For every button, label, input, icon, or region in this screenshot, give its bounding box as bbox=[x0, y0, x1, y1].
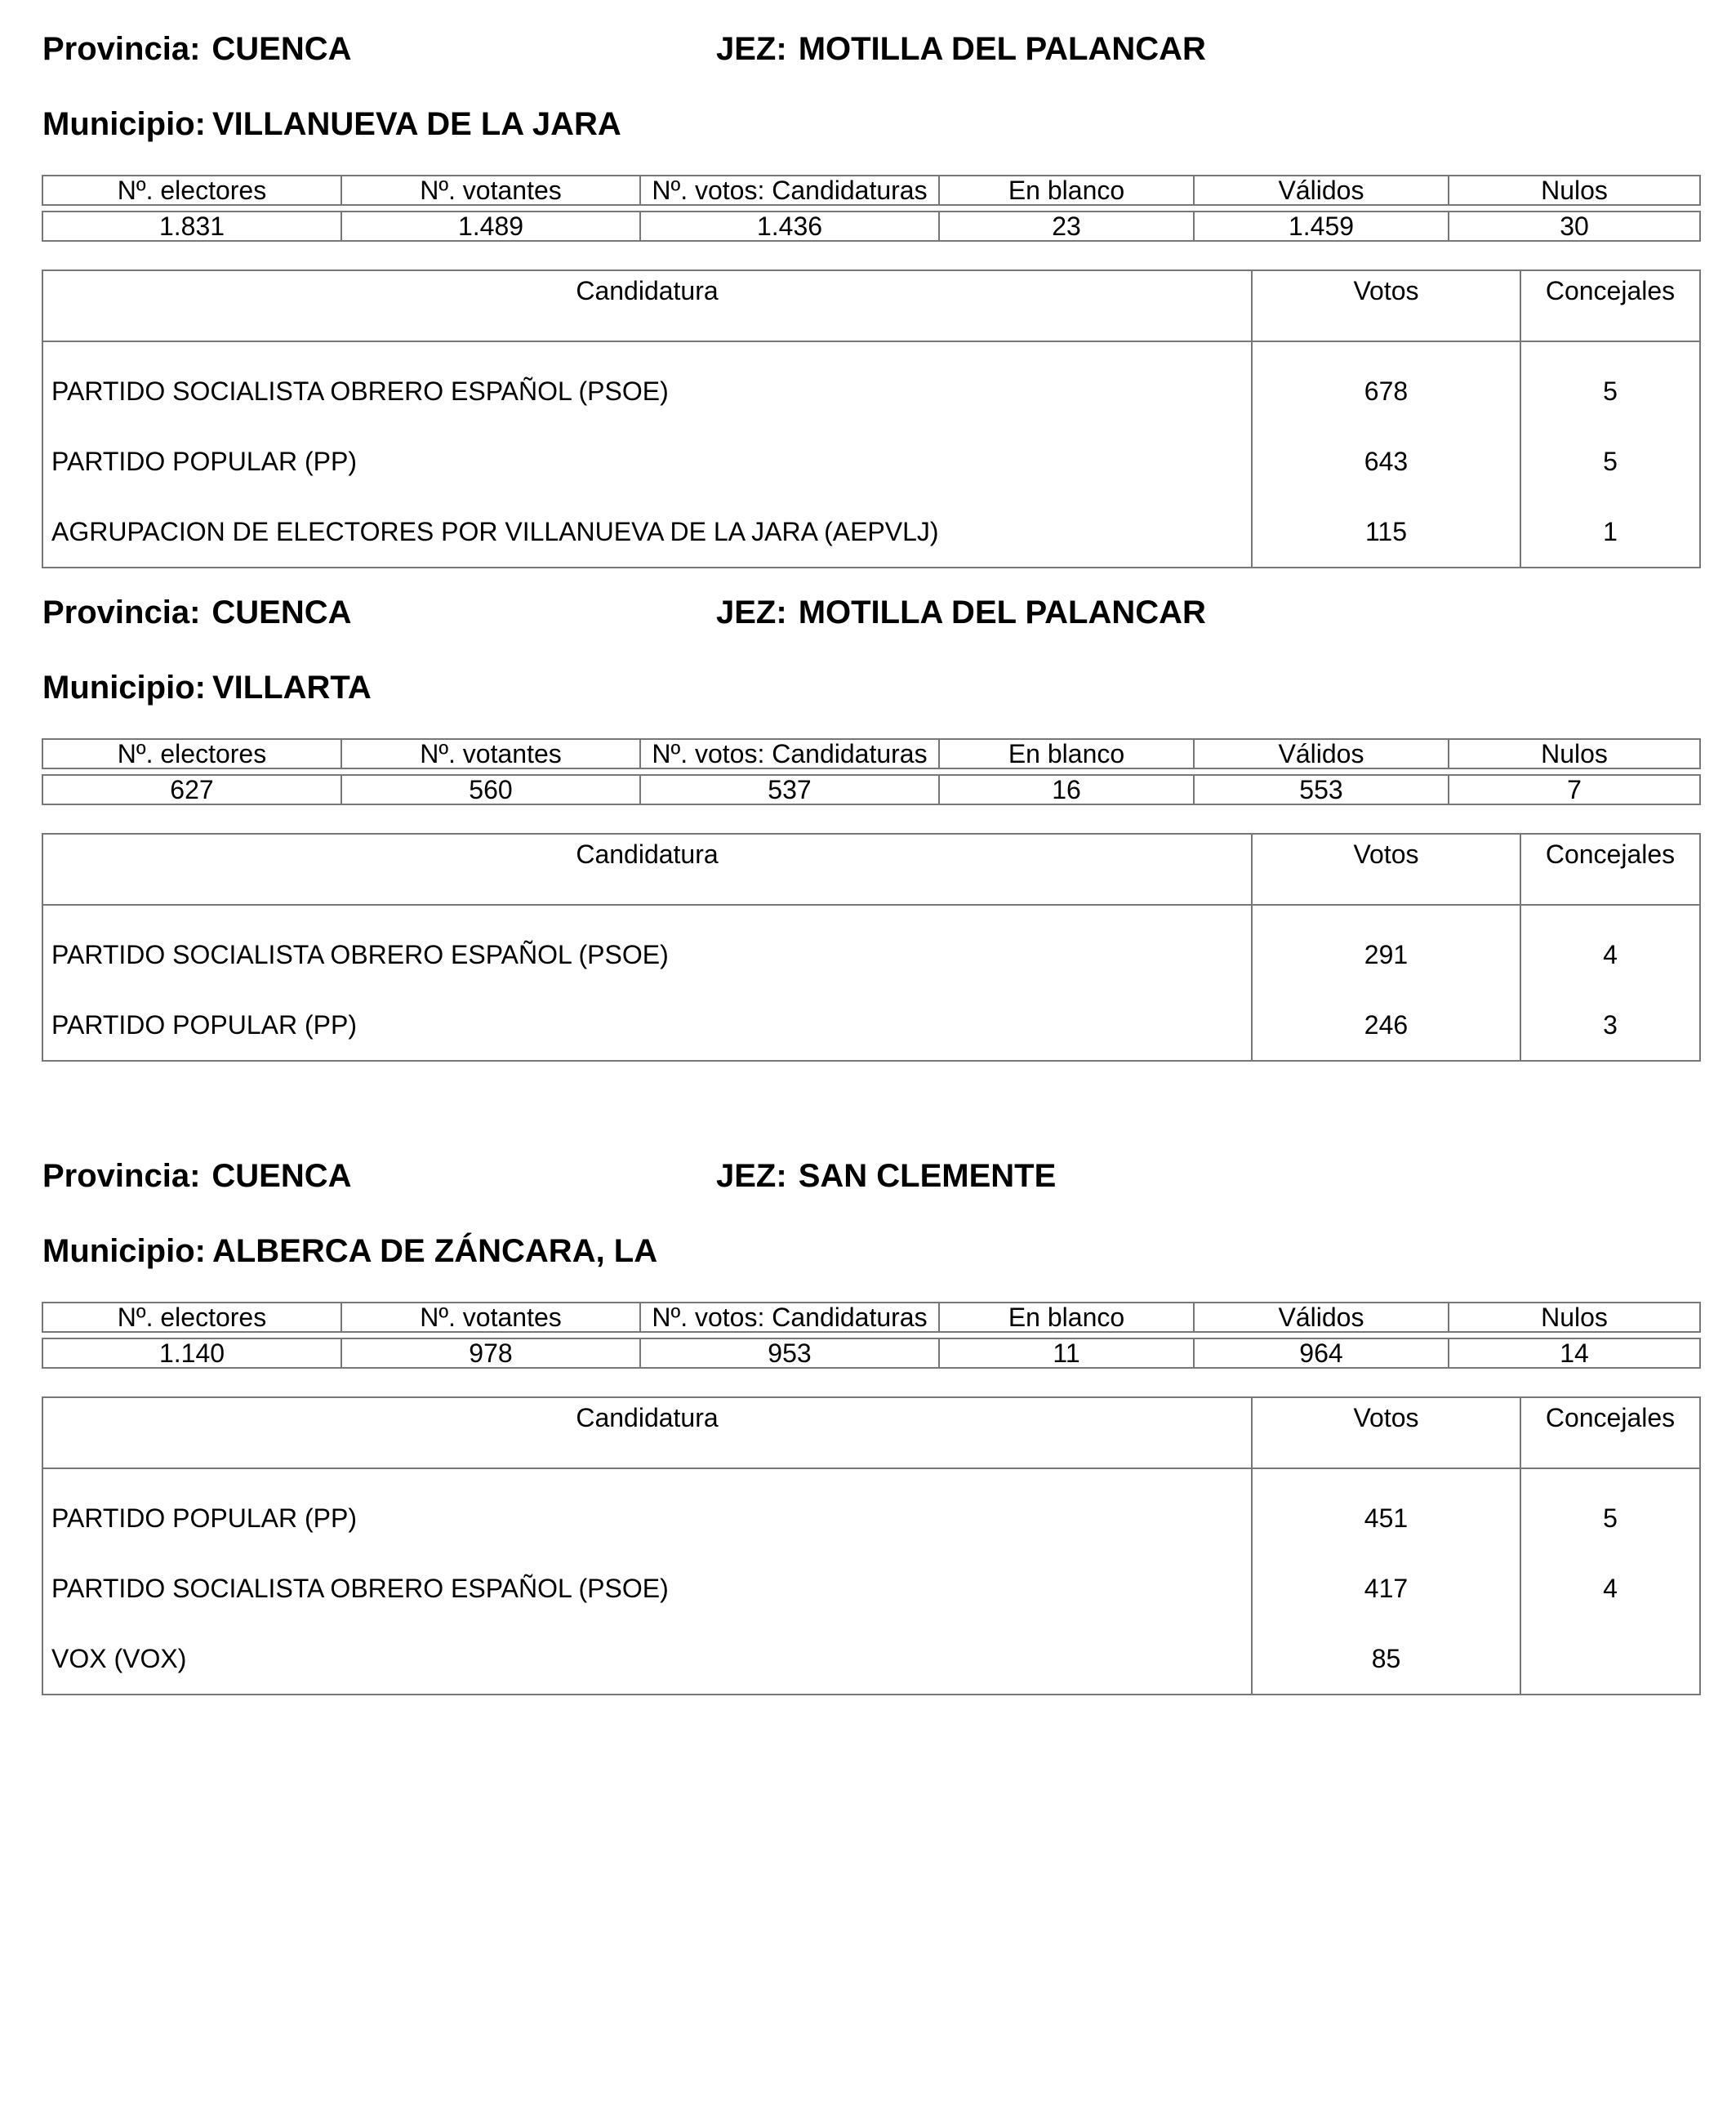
summary-value-cell: 560 bbox=[341, 775, 640, 804]
concejales-value: 4 bbox=[1520, 905, 1700, 990]
results-header-row bbox=[42, 270, 1700, 341]
party-name: PARTIDO SOCIALISTA OBRERO ESPAÑOL (PSOE) bbox=[42, 341, 1252, 426]
summary-header-cell: Nº. votos: Candidaturas bbox=[640, 739, 939, 768]
votos-value: 246 bbox=[1252, 990, 1520, 1061]
provincia-line bbox=[42, 1160, 352, 1192]
votos-header: Votos bbox=[1252, 1397, 1520, 1468]
results-row bbox=[42, 905, 1700, 990]
summary-value-row bbox=[42, 212, 1700, 241]
summary-value-row bbox=[42, 1338, 1700, 1368]
provincia-value: CUENCA bbox=[211, 595, 352, 630]
summary-header-cell: En blanco bbox=[939, 1303, 1194, 1332]
candidatura-header: Candidatura bbox=[42, 270, 1252, 341]
summary-header-row bbox=[42, 1303, 1700, 1332]
votos-value: 115 bbox=[1252, 497, 1520, 568]
municipio-value: VILLARTA bbox=[211, 670, 372, 706]
results-row bbox=[42, 1553, 1700, 1623]
summary-value-cell: 1.140 bbox=[42, 1338, 341, 1368]
summary-header-row bbox=[42, 176, 1700, 205]
jez-value: MOTILLA DEL PALANCAR bbox=[798, 31, 1206, 67]
summary-header-cell: Nº. votos: Candidaturas bbox=[640, 1303, 939, 1332]
jez-line bbox=[716, 596, 1206, 629]
candidatura-header: Candidatura bbox=[42, 834, 1252, 905]
summary-value-cell: 23 bbox=[939, 212, 1194, 241]
summary-value-cell: 553 bbox=[1194, 775, 1449, 804]
concejales-value: 5 bbox=[1520, 426, 1700, 497]
summary-gap-cell bbox=[42, 768, 1700, 775]
candidatura-results-table bbox=[42, 1396, 1701, 1695]
results-header-row bbox=[42, 834, 1700, 905]
municipality-block bbox=[0, 33, 1736, 596]
summary-header-cell: Nº. electores bbox=[42, 739, 341, 768]
provincia-value: CUENCA bbox=[211, 31, 352, 67]
summary-header-cell: Nº. votantes bbox=[341, 1303, 640, 1332]
summary-value-cell: 953 bbox=[640, 1338, 939, 1368]
summary-value-cell: 1.831 bbox=[42, 212, 341, 241]
summary-header-cell: Nº. votos: Candidaturas bbox=[640, 176, 939, 205]
votos-value: 85 bbox=[1252, 1623, 1520, 1695]
summary-value-cell: 627 bbox=[42, 775, 341, 804]
municipio-label: Municipio: bbox=[42, 1233, 206, 1269]
summary-header-cell: Nulos bbox=[1449, 1303, 1700, 1332]
results-row bbox=[42, 426, 1700, 497]
jez-line bbox=[716, 33, 1206, 65]
summary-header-cell: Nº. electores bbox=[42, 1303, 341, 1332]
concejales-value: 4 bbox=[1520, 1553, 1700, 1623]
summary-header-cell: Nº. votantes bbox=[341, 176, 640, 205]
concejales-value bbox=[1520, 1623, 1700, 1695]
results-row bbox=[42, 497, 1700, 568]
candidatura-results-table bbox=[42, 833, 1701, 1062]
summary-header-cell: Nº. electores bbox=[42, 176, 341, 205]
party-name: AGRUPACION DE ELECTORES POR VILLANUEVA DE LA JARA (AEPVLJ) bbox=[42, 497, 1252, 568]
concejales-header: Concejales bbox=[1520, 834, 1700, 905]
municipio-value: VILLANUEVA DE LA JARA bbox=[211, 106, 621, 142]
concejales-value: 5 bbox=[1520, 1468, 1700, 1553]
summary-value-cell: 30 bbox=[1449, 212, 1700, 241]
jez-label: JEZ: bbox=[716, 1158, 787, 1194]
municipio-line bbox=[42, 671, 372, 704]
provincia-label: Provincia: bbox=[42, 31, 201, 67]
summary-gap bbox=[42, 205, 1700, 212]
provincia-value: CUENCA bbox=[211, 1158, 352, 1194]
municipio-line bbox=[42, 1235, 657, 1267]
summary-value-row bbox=[42, 775, 1700, 804]
summary-header-cell: En blanco bbox=[939, 739, 1194, 768]
provincia-line bbox=[42, 33, 352, 65]
votos-value: 678 bbox=[1252, 341, 1520, 426]
summary-value-cell: 11 bbox=[939, 1338, 1194, 1368]
municipio-line bbox=[42, 108, 621, 140]
results-header-row bbox=[42, 1397, 1700, 1468]
provincia-line bbox=[42, 596, 352, 629]
results-row bbox=[42, 1623, 1700, 1695]
candidatura-results-table bbox=[42, 269, 1701, 568]
summary-value-cell: 1.459 bbox=[1194, 212, 1449, 241]
summary-header-cell: Nulos bbox=[1449, 176, 1700, 205]
summary-gap bbox=[42, 768, 1700, 775]
party-name: VOX (VOX) bbox=[42, 1623, 1252, 1695]
concejales-value: 5 bbox=[1520, 341, 1700, 426]
party-name: PARTIDO SOCIALISTA OBRERO ESPAÑOL (PSOE) bbox=[42, 905, 1252, 990]
summary-gap-cell bbox=[42, 205, 1700, 212]
summary-value-cell: 537 bbox=[640, 775, 939, 804]
municipio-label: Municipio: bbox=[42, 106, 206, 142]
concejales-value: 3 bbox=[1520, 990, 1700, 1061]
summary-gap bbox=[42, 1332, 1700, 1338]
concejales-header: Concejales bbox=[1520, 1397, 1700, 1468]
jez-label: JEZ: bbox=[716, 31, 787, 67]
party-name: PARTIDO POPULAR (PP) bbox=[42, 990, 1252, 1061]
summary-gap-cell bbox=[42, 1332, 1700, 1338]
votos-value: 451 bbox=[1252, 1468, 1520, 1553]
summary-value-cell: 16 bbox=[939, 775, 1194, 804]
summary-value-cell: 1.489 bbox=[341, 212, 640, 241]
provincia-label: Provincia: bbox=[42, 1158, 201, 1194]
municipality-block bbox=[0, 596, 1736, 1160]
summary-header-cell: Nº. votantes bbox=[341, 739, 640, 768]
votos-value: 417 bbox=[1252, 1553, 1520, 1623]
vote-summary-table bbox=[42, 175, 1701, 242]
party-name: PARTIDO POPULAR (PP) bbox=[42, 426, 1252, 497]
votos-value: 643 bbox=[1252, 426, 1520, 497]
summary-value-cell: 1.436 bbox=[640, 212, 939, 241]
votos-header: Votos bbox=[1252, 834, 1520, 905]
concejales-header: Concejales bbox=[1520, 270, 1700, 341]
municipality-block bbox=[0, 1160, 1736, 1723]
municipio-value: ALBERCA DE ZÁNCARA, LA bbox=[211, 1233, 658, 1269]
summary-value-cell: 964 bbox=[1194, 1338, 1449, 1368]
jez-label: JEZ: bbox=[716, 595, 787, 630]
party-name: PARTIDO SOCIALISTA OBRERO ESPAÑOL (PSOE) bbox=[42, 1553, 1252, 1623]
results-row bbox=[42, 341, 1700, 426]
votos-value: 291 bbox=[1252, 905, 1520, 990]
summary-header-cell: Válidos bbox=[1194, 1303, 1449, 1332]
votos-header: Votos bbox=[1252, 270, 1520, 341]
summary-header-cell: Válidos bbox=[1194, 176, 1449, 205]
jez-value: SAN CLEMENTE bbox=[798, 1158, 1057, 1194]
jez-line bbox=[716, 1160, 1056, 1192]
municipio-label: Municipio: bbox=[42, 670, 206, 706]
summary-value-cell: 7 bbox=[1449, 775, 1700, 804]
summary-header-cell: En blanco bbox=[939, 176, 1194, 205]
summary-value-cell: 978 bbox=[341, 1338, 640, 1368]
summary-header-cell: Nulos bbox=[1449, 739, 1700, 768]
provincia-label: Provincia: bbox=[42, 595, 201, 630]
summary-value-cell: 14 bbox=[1449, 1338, 1700, 1368]
candidatura-header: Candidatura bbox=[42, 1397, 1252, 1468]
concejales-value: 1 bbox=[1520, 497, 1700, 568]
summary-header-cell: Válidos bbox=[1194, 739, 1449, 768]
vote-summary-table bbox=[42, 1302, 1701, 1369]
party-name: PARTIDO POPULAR (PP) bbox=[42, 1468, 1252, 1553]
summary-header-row bbox=[42, 739, 1700, 768]
results-row bbox=[42, 990, 1700, 1061]
vote-summary-table bbox=[42, 738, 1701, 805]
results-row bbox=[42, 1468, 1700, 1553]
jez-value: MOTILLA DEL PALANCAR bbox=[798, 595, 1206, 630]
